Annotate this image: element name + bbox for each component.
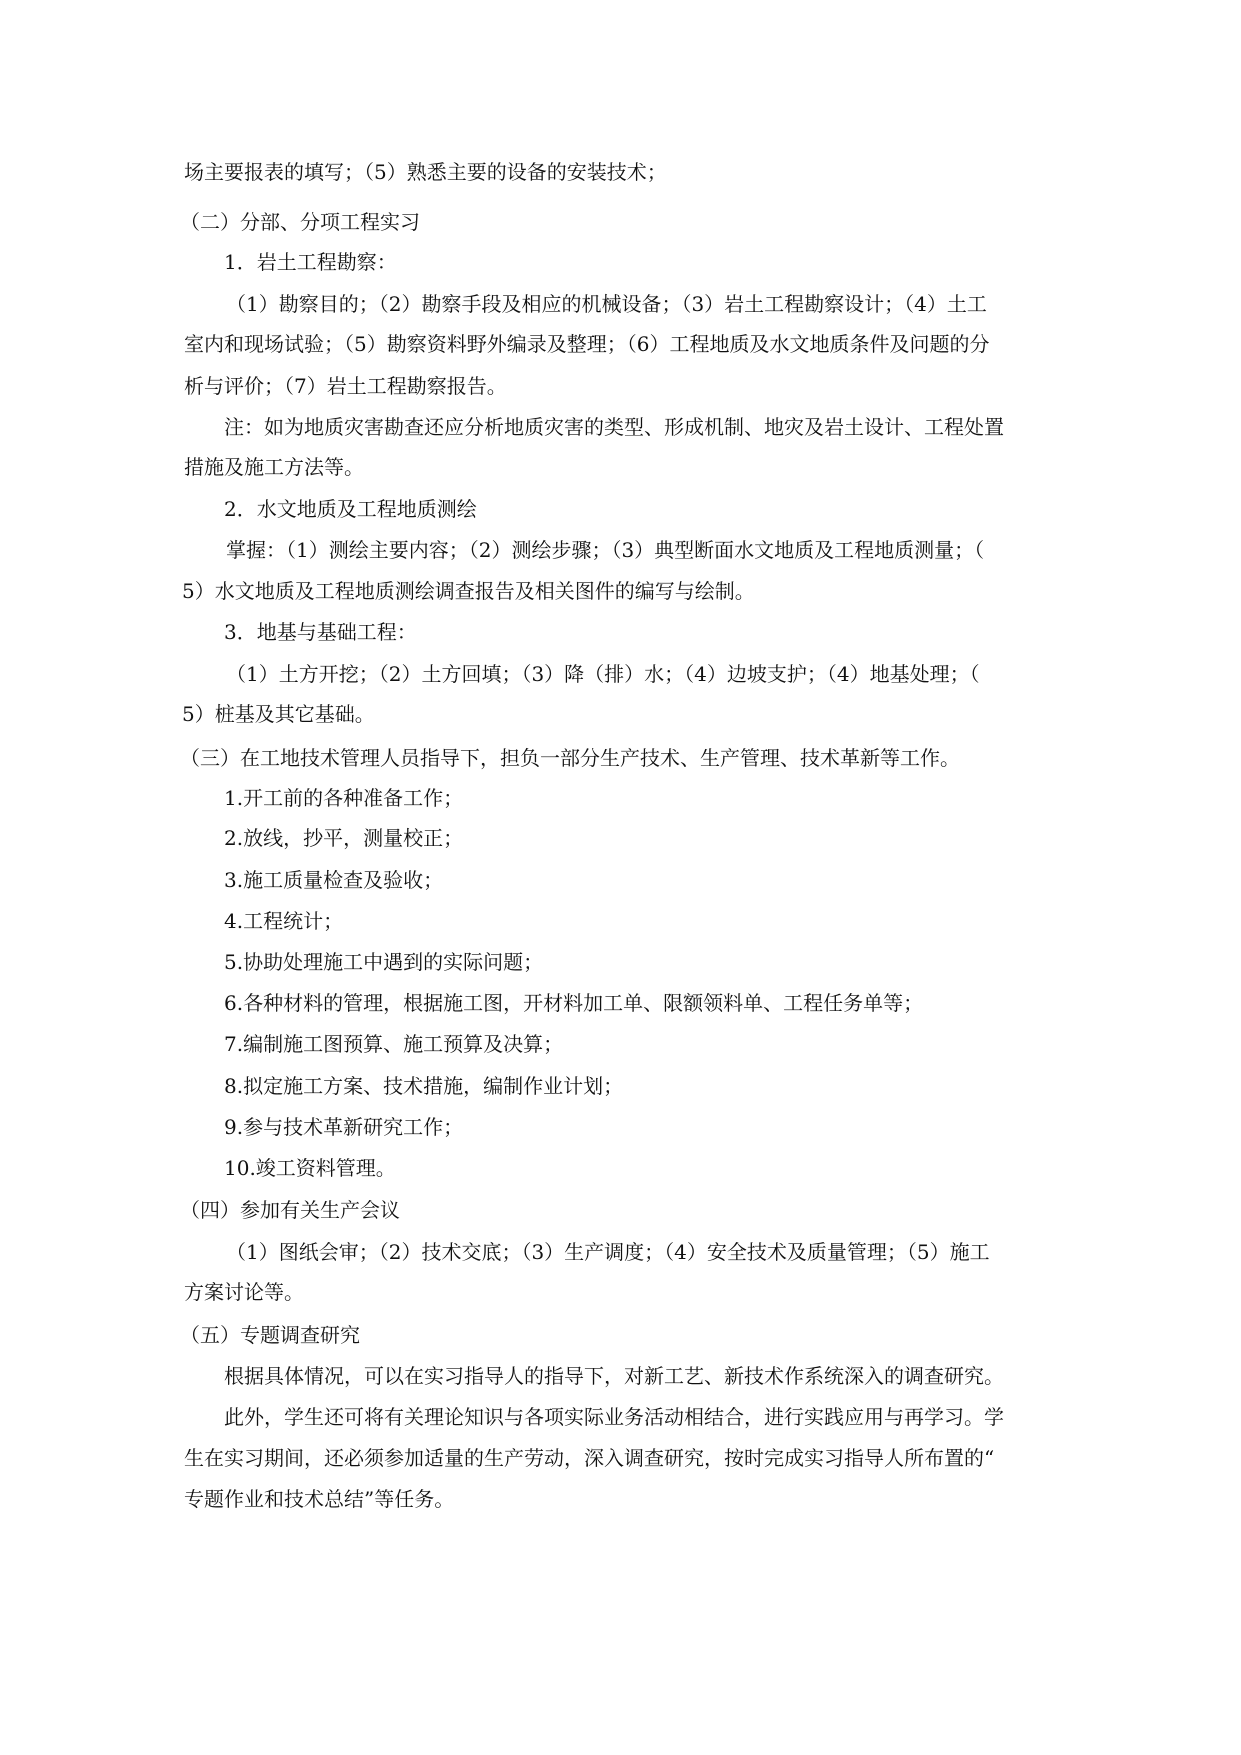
list-item: 9.参与技术革新研究工作；: [224, 1115, 464, 1139]
text-line: 根据具体情况，可以在实习指导人的指导下，对新工艺、新技术作系统深入的调查研究。: [224, 1364, 1004, 1388]
list-item: 6.各种材料的管理，根据施工图，开材料加工单、限额领料单、工程任务单等；: [224, 991, 924, 1015]
list-item: 5.协助处理施工中遇到的实际问题；: [224, 950, 544, 974]
text-line: 5）桩基及其它基础。: [182, 702, 375, 726]
section-heading: （二）分部、分项工程实习: [180, 210, 420, 234]
note-line: 措施及施工方法等。: [184, 455, 364, 479]
text-line: 生在实习期间，还必须参加适量的生产劳动，深入调查研究，按时完成实习指导人所布置的“: [184, 1446, 995, 1470]
text-line: 专题作业和技术总结”等任务。: [184, 1487, 455, 1511]
list-item: 10.竣工资料管理。: [224, 1156, 396, 1180]
text-line: 场主要报表的填写；（5）熟悉主要的设备的安装技术；: [184, 160, 667, 184]
text-line: （1）勘察目的；（2）勘察手段及相应的机械设备；（3）岩土工程勘察设计；（4）土工: [226, 292, 987, 316]
text-line: 掌握：（1）测绘主要内容；（2）测绘步骤；（3）典型断面水文地质及工程地质测量；（: [226, 538, 985, 562]
list-item: 1.开工前的各种准备工作；: [224, 786, 464, 810]
text-line: 方案讨论等。: [184, 1280, 304, 1304]
list-item: 2.放线，抄平，测量校正；: [224, 826, 464, 850]
text-line: （1）土方开挖；（2）土方回填；（3）降（排）水；（4）边坡支护；（4）地基处理；（: [226, 662, 980, 686]
section-heading: （四）参加有关生产会议: [180, 1198, 400, 1222]
list-item: 7.编制施工图预算、施工预算及决算；: [224, 1032, 564, 1056]
text-line: 室内和现场试验；（5）勘察资料野外编录及整理；（6）工程地质及水文地质条件及问题的分: [184, 332, 990, 356]
section-heading: （三）在工地技术管理人员指导下，担负一部分生产技术、生产管理、技术革新等工作。: [180, 746, 960, 770]
text-line: （1）图纸会审；（2）技术交底；（3）生产调度；（4）安全技术及质量管理；（5）施工: [226, 1240, 990, 1264]
subsection-heading: 2．水文地质及工程地质测绘: [224, 497, 477, 521]
section-heading: （五）专题调查研究: [180, 1323, 360, 1347]
subsection-heading: 3．地基与基础工程：: [224, 620, 417, 644]
list-item: 8.拟定施工方案、技术措施，编制作业计划；: [224, 1074, 624, 1098]
text-line: 析与评价；（7）岩土工程勘察报告。: [184, 374, 507, 398]
note-line: 注：如为地质灾害勘查还应分析地质灾害的类型、形成机制、地灾及岩土设计、工程处置: [224, 415, 1004, 439]
text-line: 5）水文地质及工程地质测绘调查报告及相关图件的编写与绘制。: [182, 579, 755, 603]
text-line: 此外，学生还可将有关理论知识与各项实际业务活动相结合，进行实践应用与再学习。学: [224, 1405, 1004, 1429]
list-item: 4.工程统计；: [224, 909, 344, 933]
list-item: 3.施工质量检查及验收；: [224, 868, 444, 892]
subsection-heading: 1．岩土工程勘察：: [224, 250, 397, 274]
